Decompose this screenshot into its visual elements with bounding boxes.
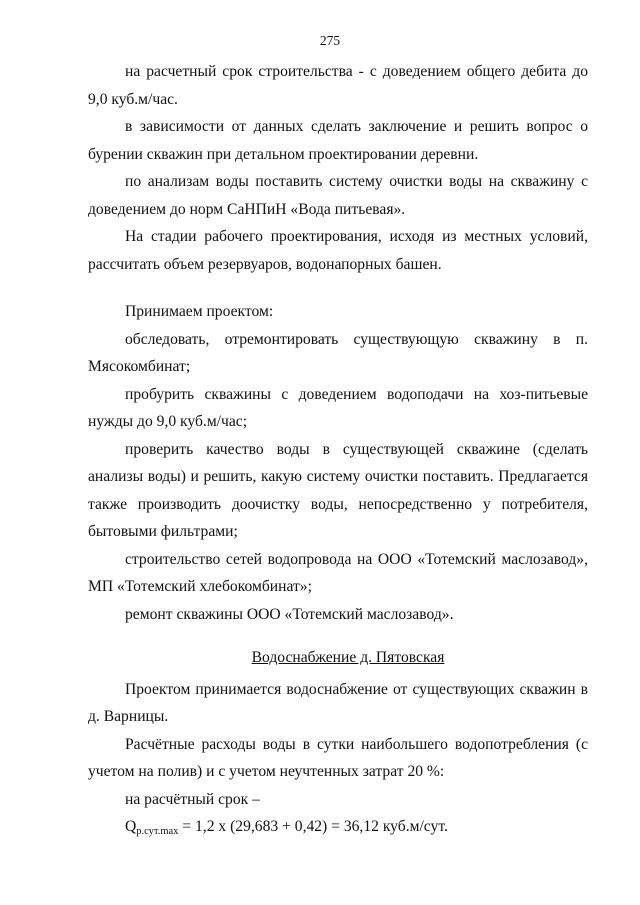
accepted-item-check-quality: проверить качество воды в существующей скважине (сделать анализы воды) и решить, какую систему очистки поставить. Предлагается также производить доочистку воды, непосредственно у потребителя, бытовыми фильтрами; — [88, 440, 588, 540]
paragraph-calculation-period: на расчетный срок строительства - с доведением общего дебита до 9,0 куб.м/час. — [88, 63, 588, 108]
consumption-formula — [88, 813, 588, 846]
accepted-item-drill-wells: пробурить скважины с доведением водоподачи на хоз-питьевые нужды до 9,0 куб.м/час; — [88, 385, 588, 430]
accepted-item-inspect-well: обследовать, отремонтировать существующую скважину в п. Мясокомбинат; — [88, 330, 588, 375]
formula-subscript: р.сут.max — [136, 826, 179, 837]
paragraph-water-supply-source: Проектом принимается водоснабжение от существующих скважин в д. Варницы. — [88, 680, 588, 725]
accepted-intro: Принимаем проектом: — [125, 303, 274, 320]
paragraph-drilling-decision: в зависимости от данных сделать заключение и решить вопрос о бурении скважин при детальном проектировании деревни. — [88, 118, 588, 163]
formula-expression: = 1,2 х (29,683 + 0,42) = 36,12 куб.м/сут. — [178, 818, 448, 835]
paragraph-calculation-term: на расчётный срок – — [125, 790, 260, 808]
page-number: 275 — [319, 33, 341, 48]
formula-symbol: Q — [125, 818, 137, 835]
section-heading: Водоснабжение д. Пятовская — [251, 649, 445, 666]
paragraph-reservoir-calculation: На стадии рабочего проектирования, исходя из местных условий, рассчитать объем резервуаров, водонапорных башен. — [88, 228, 588, 273]
paragraph-water-consumption: Расчётные расходы воды в сутки наибольшего водопотребления (с учетом на полив) и с учетом неучтенных затрат 20 %: — [88, 735, 588, 780]
accepted-item-build-networks: строительство сетей водопровода на ООО «Тотемский маслозавод», МП «Тотемский хлебокомбинат»; — [88, 550, 588, 595]
paragraph-water-treatment: по анализам воды поставить систему очистки воды на скважину с доведением до норм СаНПиН «Вода питьевая». — [88, 173, 588, 218]
page-content — [88, 58, 588, 846]
accepted-item-repair-well: ремонт скважины ООО «Тотемский маслозавод». — [125, 605, 454, 623]
